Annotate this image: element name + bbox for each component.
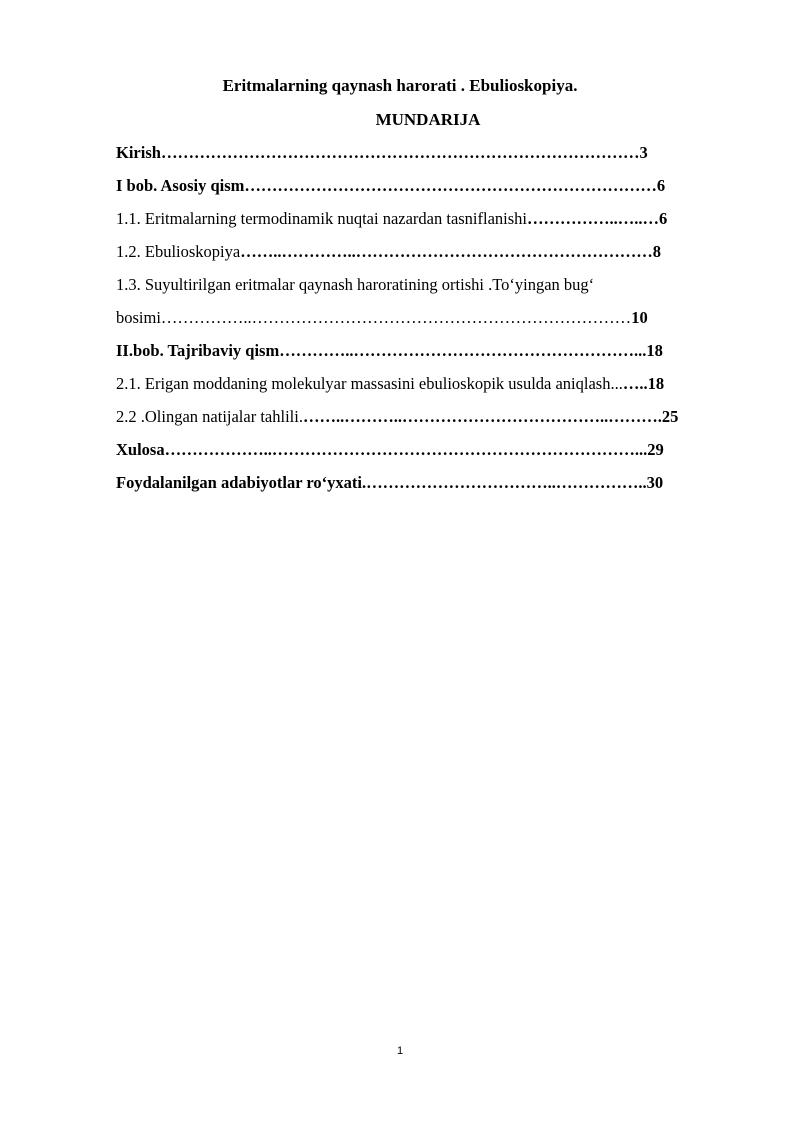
toc-entry-page: …..18 [622, 374, 665, 393]
toc-entry-label: bosimi……………..…………………………………………………………… [116, 308, 632, 327]
toc-entry-2-1 [116, 371, 740, 404]
toc-entry-page: ……..………..………………………………..……….25 [302, 407, 679, 426]
toc-entry-kirish [116, 140, 740, 173]
toc-entry-page: ……………..…..…6 [527, 209, 668, 228]
toc-entry-page: ………………..…………………………………………………………...29 [164, 440, 664, 459]
toc-entry-page: ……..…………..………………………………………………8 [240, 242, 661, 261]
toc-entry-chapter-1 [116, 173, 740, 206]
toc-entry-1-2 [116, 239, 740, 272]
toc-entry-label: 2.1. Erigan moddaning molekulyar massasini ebulioskopik usulda aniqlash... [116, 374, 623, 393]
toc-entry-page: ……………………………..……………..30 [366, 473, 664, 492]
toc-entry-label: Xulosa [116, 440, 165, 459]
toc-entry-label: 1.3. Suyultirilgan eritmalar qaynash haroratining ortishi .To‘yingan bug‘ [116, 275, 595, 294]
toc-entry-page: ……………………………………………………………………………3 [160, 143, 648, 162]
toc-entry-chapter-2 [116, 338, 740, 371]
document-title: Eritmalarning qaynash harorati . Ebulioskopiya. [222, 76, 578, 95]
toc-entry-page: …………..……………………………………………...18 [279, 341, 663, 360]
toc-entry-label: 1.1. Eritmalarning termodinamik nuqtai nazardan tasniflanishi [116, 209, 528, 228]
toc-entry-label: Foydalanilgan adabiyotlar ro‘yxati. [116, 473, 367, 492]
table-of-contents [116, 140, 740, 503]
toc-entry-1-3 [116, 272, 740, 305]
toc-entry-1-3-cont [116, 305, 740, 338]
toc-entry-page: …………………………………………………………………6 [244, 176, 666, 195]
toc-entry-label: II.bob. Tajribaviy qism [116, 341, 280, 360]
toc-entry-references [116, 470, 740, 503]
toc-entry-xulosa [116, 437, 740, 470]
toc-entry-2-2 [116, 404, 740, 437]
toc-entry-label: Kirish [116, 143, 161, 162]
toc-entry-label: I bob. Asosiy qism [116, 176, 245, 195]
toc-entry-page: 10 [631, 308, 648, 327]
toc-heading: MUNDARIJA [375, 110, 481, 129]
toc-entry-1-1 [116, 206, 740, 239]
toc-entry-label: 1.2. Ebulioskopiya [116, 242, 241, 261]
page-number: 1 [396, 1045, 404, 1057]
toc-entry-label: 2.2 .Olingan natijalar tahlili. [116, 407, 303, 426]
